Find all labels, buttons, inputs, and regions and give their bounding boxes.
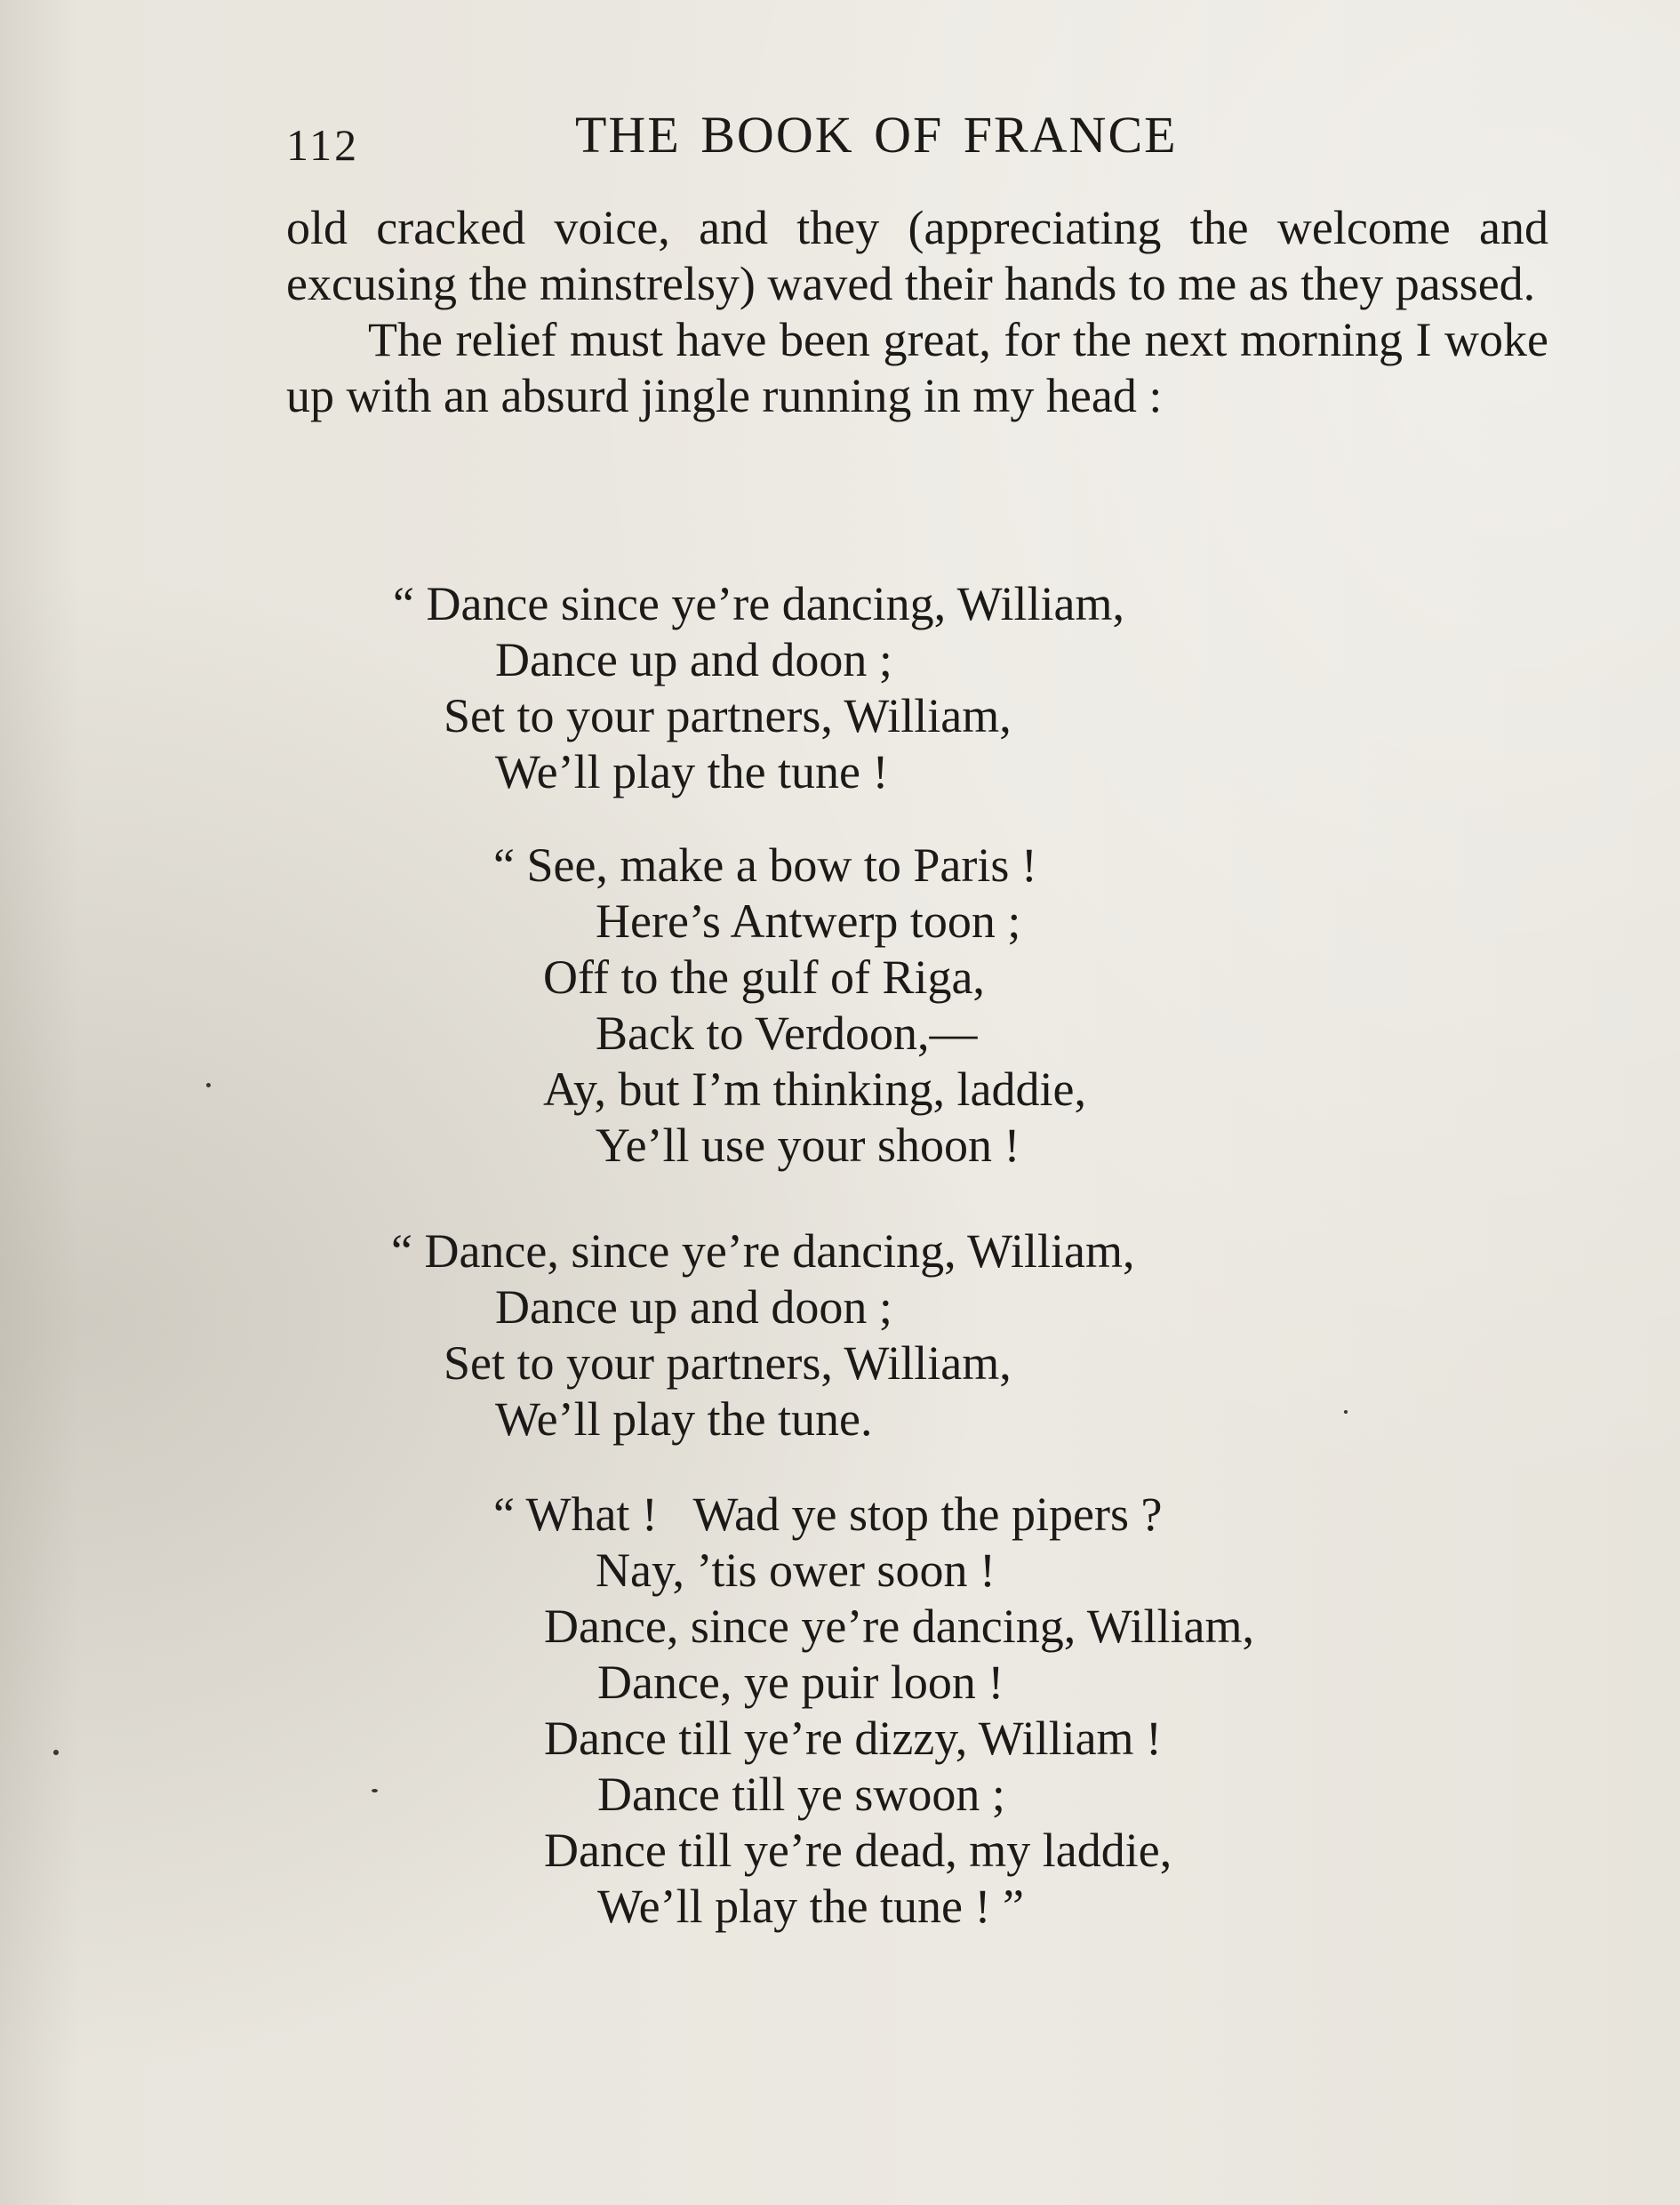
poem-line: We’ll play the tune !: [495, 745, 889, 798]
poem-stanza: [391, 1223, 1134, 1447]
poem-stanza: [493, 1487, 1254, 1935]
poem-line: “ Dance since ye’re dancing, William,: [393, 577, 1124, 630]
poem-line: Dance, ye puir loon !: [597, 1656, 1004, 1709]
poem-line: We’ll play the tune ! ”: [597, 1880, 1024, 1933]
poem-line: We’ll play the tune.: [495, 1392, 873, 1446]
poem-line: Off to the gulf of Riga,: [543, 950, 985, 1004]
paragraph: old cracked voice, and they (appreciating the welcome and excusing the minstrelsy) waved their hands to me as they passed.: [286, 201, 1548, 310]
paragraph: The relief must have been great, for the next morning I woke up with an absurd jingle running in my head :: [286, 313, 1548, 422]
paper-speck: [53, 1750, 59, 1755]
poem-line: “ What ! Wad ye stop the pipers ?: [493, 1487, 1163, 1541]
paper-speck: [206, 1083, 211, 1087]
poem-line: Set to your partners, William,: [444, 1336, 1012, 1390]
poem-line: “ Dance, since ye’re dancing, William,: [391, 1224, 1135, 1278]
poem-line: Nay, ’tis ower soon !: [596, 1544, 996, 1597]
poem-line: Dance till ye’re dizzy, William !: [544, 1712, 1163, 1765]
paper-speck: [372, 1789, 378, 1792]
poem-line: Dance till ye’re dead, my laddie,: [544, 1824, 1172, 1877]
poem-line: Here’s Antwerp toon ;: [596, 894, 1021, 948]
poem-stanza: [493, 838, 1086, 1174]
page-number: 112: [286, 120, 360, 170]
poem-line: Dance, since ye’re dancing, William,: [544, 1600, 1255, 1653]
poem-line: “ See, make a bow to Paris !: [493, 838, 1037, 892]
poem-line: Ye’ll use your shoon !: [596, 1119, 1020, 1172]
poem-line: Dance up and doon ;: [495, 1280, 892, 1334]
poem-line: Ay, but I’m thinking, laddie,: [543, 1062, 1086, 1116]
poem-stanza: [393, 576, 1124, 800]
paper-speck: [1344, 1410, 1348, 1414]
poem-line: Dance till ye swoon ;: [597, 1768, 1005, 1821]
prose-text: [286, 200, 1548, 424]
poem-line: Dance up and doon ;: [495, 633, 892, 686]
running-head: [286, 105, 1548, 176]
running-title: THE BOOK OF FRANCE: [575, 106, 1178, 164]
poem-line: Back to Verdoon,—: [596, 1006, 978, 1060]
poem-line: Set to your partners, William,: [444, 689, 1012, 742]
